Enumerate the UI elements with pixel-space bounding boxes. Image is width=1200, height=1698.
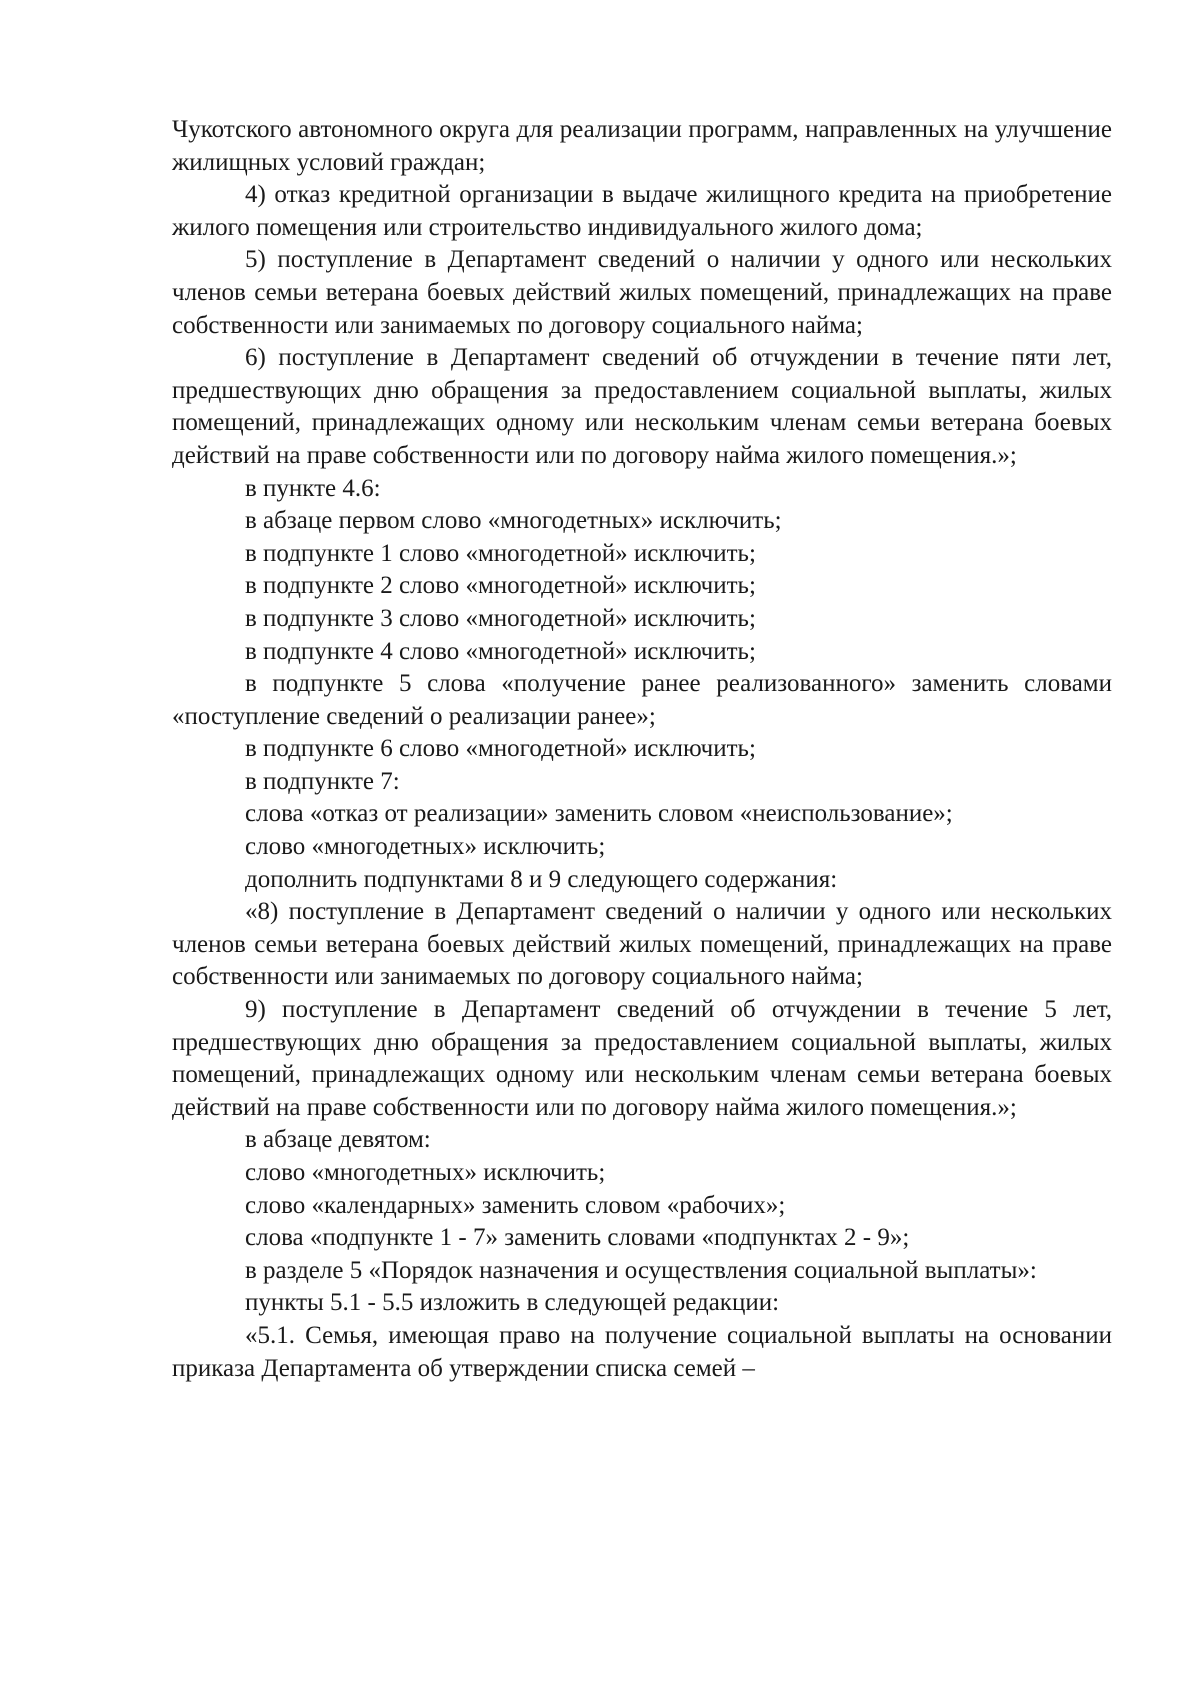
paragraph-points-5-1-5-5: пункты 5.1 - 5.5 изложить в следующей редакции: [245,1289,780,1317]
paragraph-item-4: 4) отказ кредитной организации в выдаче жилищного кредита на приобретение жилого помещения или строительство индивидуального жилого дома; [172,181,1112,241]
paragraph-new-item-9: 9) поступление в Департамент сведений об отчуждении в течение 5 лет, предшествующих дню обращения за предоставлением социальной выплаты, жилых помещений, принадлежащих одному или нескольким членам семьи ветерана боевых действий на праве собственности или по договору найма жилого помещения.»; [172,996,1112,1121]
paragraph-item-6: 6) поступление в Департамент сведений об отчуждении в течение пяти лет, предшествующих дню обращения за предоставлением социальной выплаты, жилых помещений, принадлежащих одному или нескольким членам семьи ветерана боевых действий на праве собственности или по договору найма жилого помещения.»; [172,344,1112,469]
document-page [172,114,1112,1385]
paragraph-point-4-6: в пункте 4.6: [245,474,381,502]
paragraph-subpoint-7-words: слова «отказ от реализации» заменить словом «неиспользование»; [245,800,953,828]
paragraph-ninth-word-1: слово «многодетных» исключить; [245,1159,606,1186]
paragraph-subpoint-2: в подпункте 2 слово «многодетной» исключить; [245,572,756,600]
paragraph-subpoint-4: в подпункте 4 слово «многодетной» исключить; [245,637,756,665]
paragraph-intro-continuation: Чукотского автономного округа для реализации программ, направленных на улучшение жилищных условий граждан; [172,116,1112,176]
paragraph-add-subpoints: дополнить подпунктами 8 и 9 следующего содержания: [245,865,838,893]
paragraph-subpoint-3: в подпункте 3 слово «многодетной» исключить; [245,604,756,632]
paragraph-subpoint-5: в подпункте 5 слова «получение ранее реализованного» заменить словами «поступление сведений о реализации ранее»; [172,670,1112,730]
paragraph-section-5: в разделе 5 «Порядок назначения и осуществления социальной выплаты»: [245,1256,1037,1284]
paragraph-ninth-abzac: в абзаце девятом: [245,1126,431,1154]
paragraph-subpoint-6: в подпункте 6 слово «многодетной» исключить; [245,735,756,763]
paragraph-first-abzac: в абзаце первом слово «многодетных» исключить; [245,507,782,535]
paragraph-new-item-8: «8) поступление в Департамент сведений о наличии у одного или нескольких членов семьи ветерана боевых действий жилых помещений, принадлежащих на праве собственности или занимаемых по договору социального найма; [172,898,1112,991]
paragraph-subpoint-7-word: слово «многодетных» исключить; [245,833,606,861]
paragraph-subpoint-1: в подпункте 1 слово «многодетной» исключить; [245,539,756,567]
paragraph-subpoint-7: в подпункте 7: [245,767,400,795]
paragraph-ninth-words-3: слова «подпункте 1 - 7» заменить словами «подпунктах 2 - 9»; [245,1224,910,1252]
paragraph-ninth-word-2: слово «календарных» заменить словом «рабочих»; [245,1191,786,1219]
paragraph-item-5: 5) поступление в Департамент сведений о наличии у одного или нескольких членов семьи ветерана боевых действий жилых помещений, принадлежащих на праве собственности или занимаемых по договору социального найма; [172,246,1112,339]
paragraph-point-5-1: «5.1. Семья, имеющая право на получение социальной выплаты на основании приказа Департамента об утверждении списка семей – [172,1321,1112,1382]
